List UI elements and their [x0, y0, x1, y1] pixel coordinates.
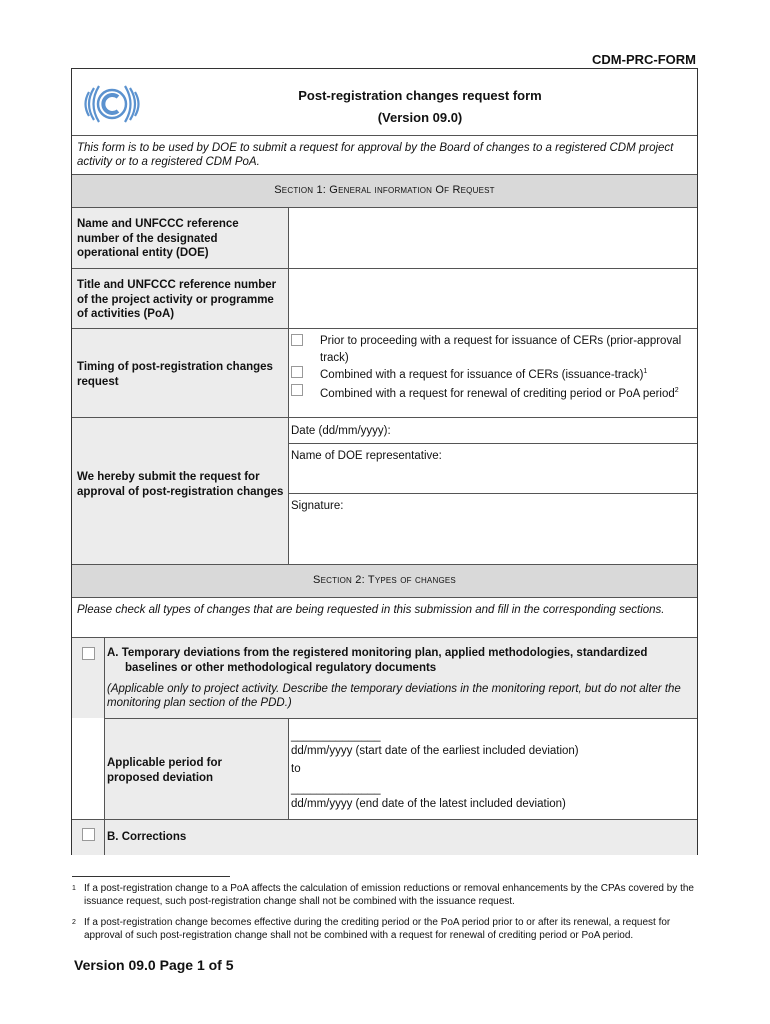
- footnote-1: 1 If a post-registration change to a PoA affects the calculation of emission reductions or removal enhancements by the CPAs covered by the issuance request, such post-registration change shall not be combined with the issuance request.: [72, 883, 694, 907]
- footnote-2: 2 If a post-registration change becomes effective during the crediting period or the PoA period prior to or after its renewal, a request for approval of such post-registration change shall not be combined with a request for renewal of crediting period or PoA period.: [72, 917, 671, 941]
- item-a-note: (Applicable only to project activity. Describe the temporary deviations in the monitoring report, but do not alter the monitoring plan section of the PDD.): [107, 683, 681, 709]
- item-a-checkbox[interactable]: [82, 647, 95, 660]
- timing-option-1-text: Prior to proceeding with a request for issuance of CERs (prior-approval track): [320, 335, 682, 364]
- project-title-label: Title and UNFCCC reference number of the project activity or programme of activities (PoA): [77, 279, 277, 320]
- form-version: (Version 09.0): [377, 110, 463, 125]
- rule: [104, 637, 105, 855]
- rule: [72, 597, 697, 598]
- period-label: Applicable period for proposed deviation: [107, 757, 223, 784]
- footnote-separator: [72, 876, 230, 877]
- item-b-title: B. Corrections: [107, 831, 187, 843]
- to-text: to: [291, 763, 301, 775]
- page-footer: Version 09.0 Page 1 of 5: [74, 957, 234, 973]
- start-date-text: dd/mm/yyyy (start date of the earliest included deviation): [291, 745, 579, 757]
- section2-instruction: Please check all types of changes that are being requested in this submission and fill in the corresponding sections.: [77, 604, 665, 616]
- end-date-blank[interactable]: ______________: [291, 783, 381, 795]
- signature-label[interactable]: Signature:: [291, 500, 344, 512]
- rule: [72, 174, 697, 175]
- item-a-title: A. Temporary deviations from the registered monitoring plan, applied methodologies, standardized baselines or other methodological regulatory documents: [107, 647, 648, 674]
- item-b-checkbox[interactable]: [82, 828, 95, 841]
- section1-heading: Section 1: General information Of Request: [274, 184, 495, 196]
- doe-representative-label[interactable]: Name of DOE representative:: [291, 450, 442, 462]
- doe-field[interactable]: [289, 208, 697, 268]
- timing-option-3-text: Combined with a request for renewal of crediting period or PoA period$^2$: [320, 387, 679, 400]
- rule: [288, 443, 697, 444]
- rule: [72, 637, 697, 638]
- timing-option-1-checkbox[interactable]: [291, 334, 303, 346]
- timing-label: Timing of post-registration changes request: [77, 361, 273, 388]
- date-label[interactable]: Date (dd/mm/yyyy):: [291, 425, 391, 437]
- form-title: Post-registration changes request form: [298, 88, 542, 103]
- end-date-text: dd/mm/yyyy (end date of the latest included deviation): [291, 798, 566, 810]
- rule: [72, 417, 697, 418]
- doe-label: Name and UNFCCC reference number of the designated operational entity (DOE): [77, 218, 239, 259]
- section2-heading: Section 2: Types of changes: [313, 574, 456, 586]
- rule: [288, 718, 289, 819]
- unfccc-logo-icon: [80, 80, 144, 128]
- rule: [72, 819, 697, 820]
- form-code: CDM-PRC-FORM: [592, 52, 696, 67]
- timing-option-3-checkbox[interactable]: [291, 384, 303, 396]
- timing-option-2-checkbox[interactable]: [291, 366, 303, 378]
- rule: [288, 493, 697, 494]
- rule: [72, 135, 697, 136]
- start-date-blank[interactable]: ______________: [291, 730, 381, 742]
- rule: [72, 564, 697, 565]
- timing-option-2-text: Combined with a request for issuance of CERs (issuance-track)$^1$: [320, 368, 648, 381]
- project-title-field[interactable]: [289, 269, 697, 328]
- rule: [72, 328, 697, 329]
- rule: [104, 718, 697, 719]
- intro-text: This form is to be used by DOE to submit a request for approval by the Board of changes to a registered CDM project activity or to a registered CDM PoA.: [77, 142, 674, 168]
- submit-label: We hereby submit the request for approval of post-registration changes: [77, 471, 284, 498]
